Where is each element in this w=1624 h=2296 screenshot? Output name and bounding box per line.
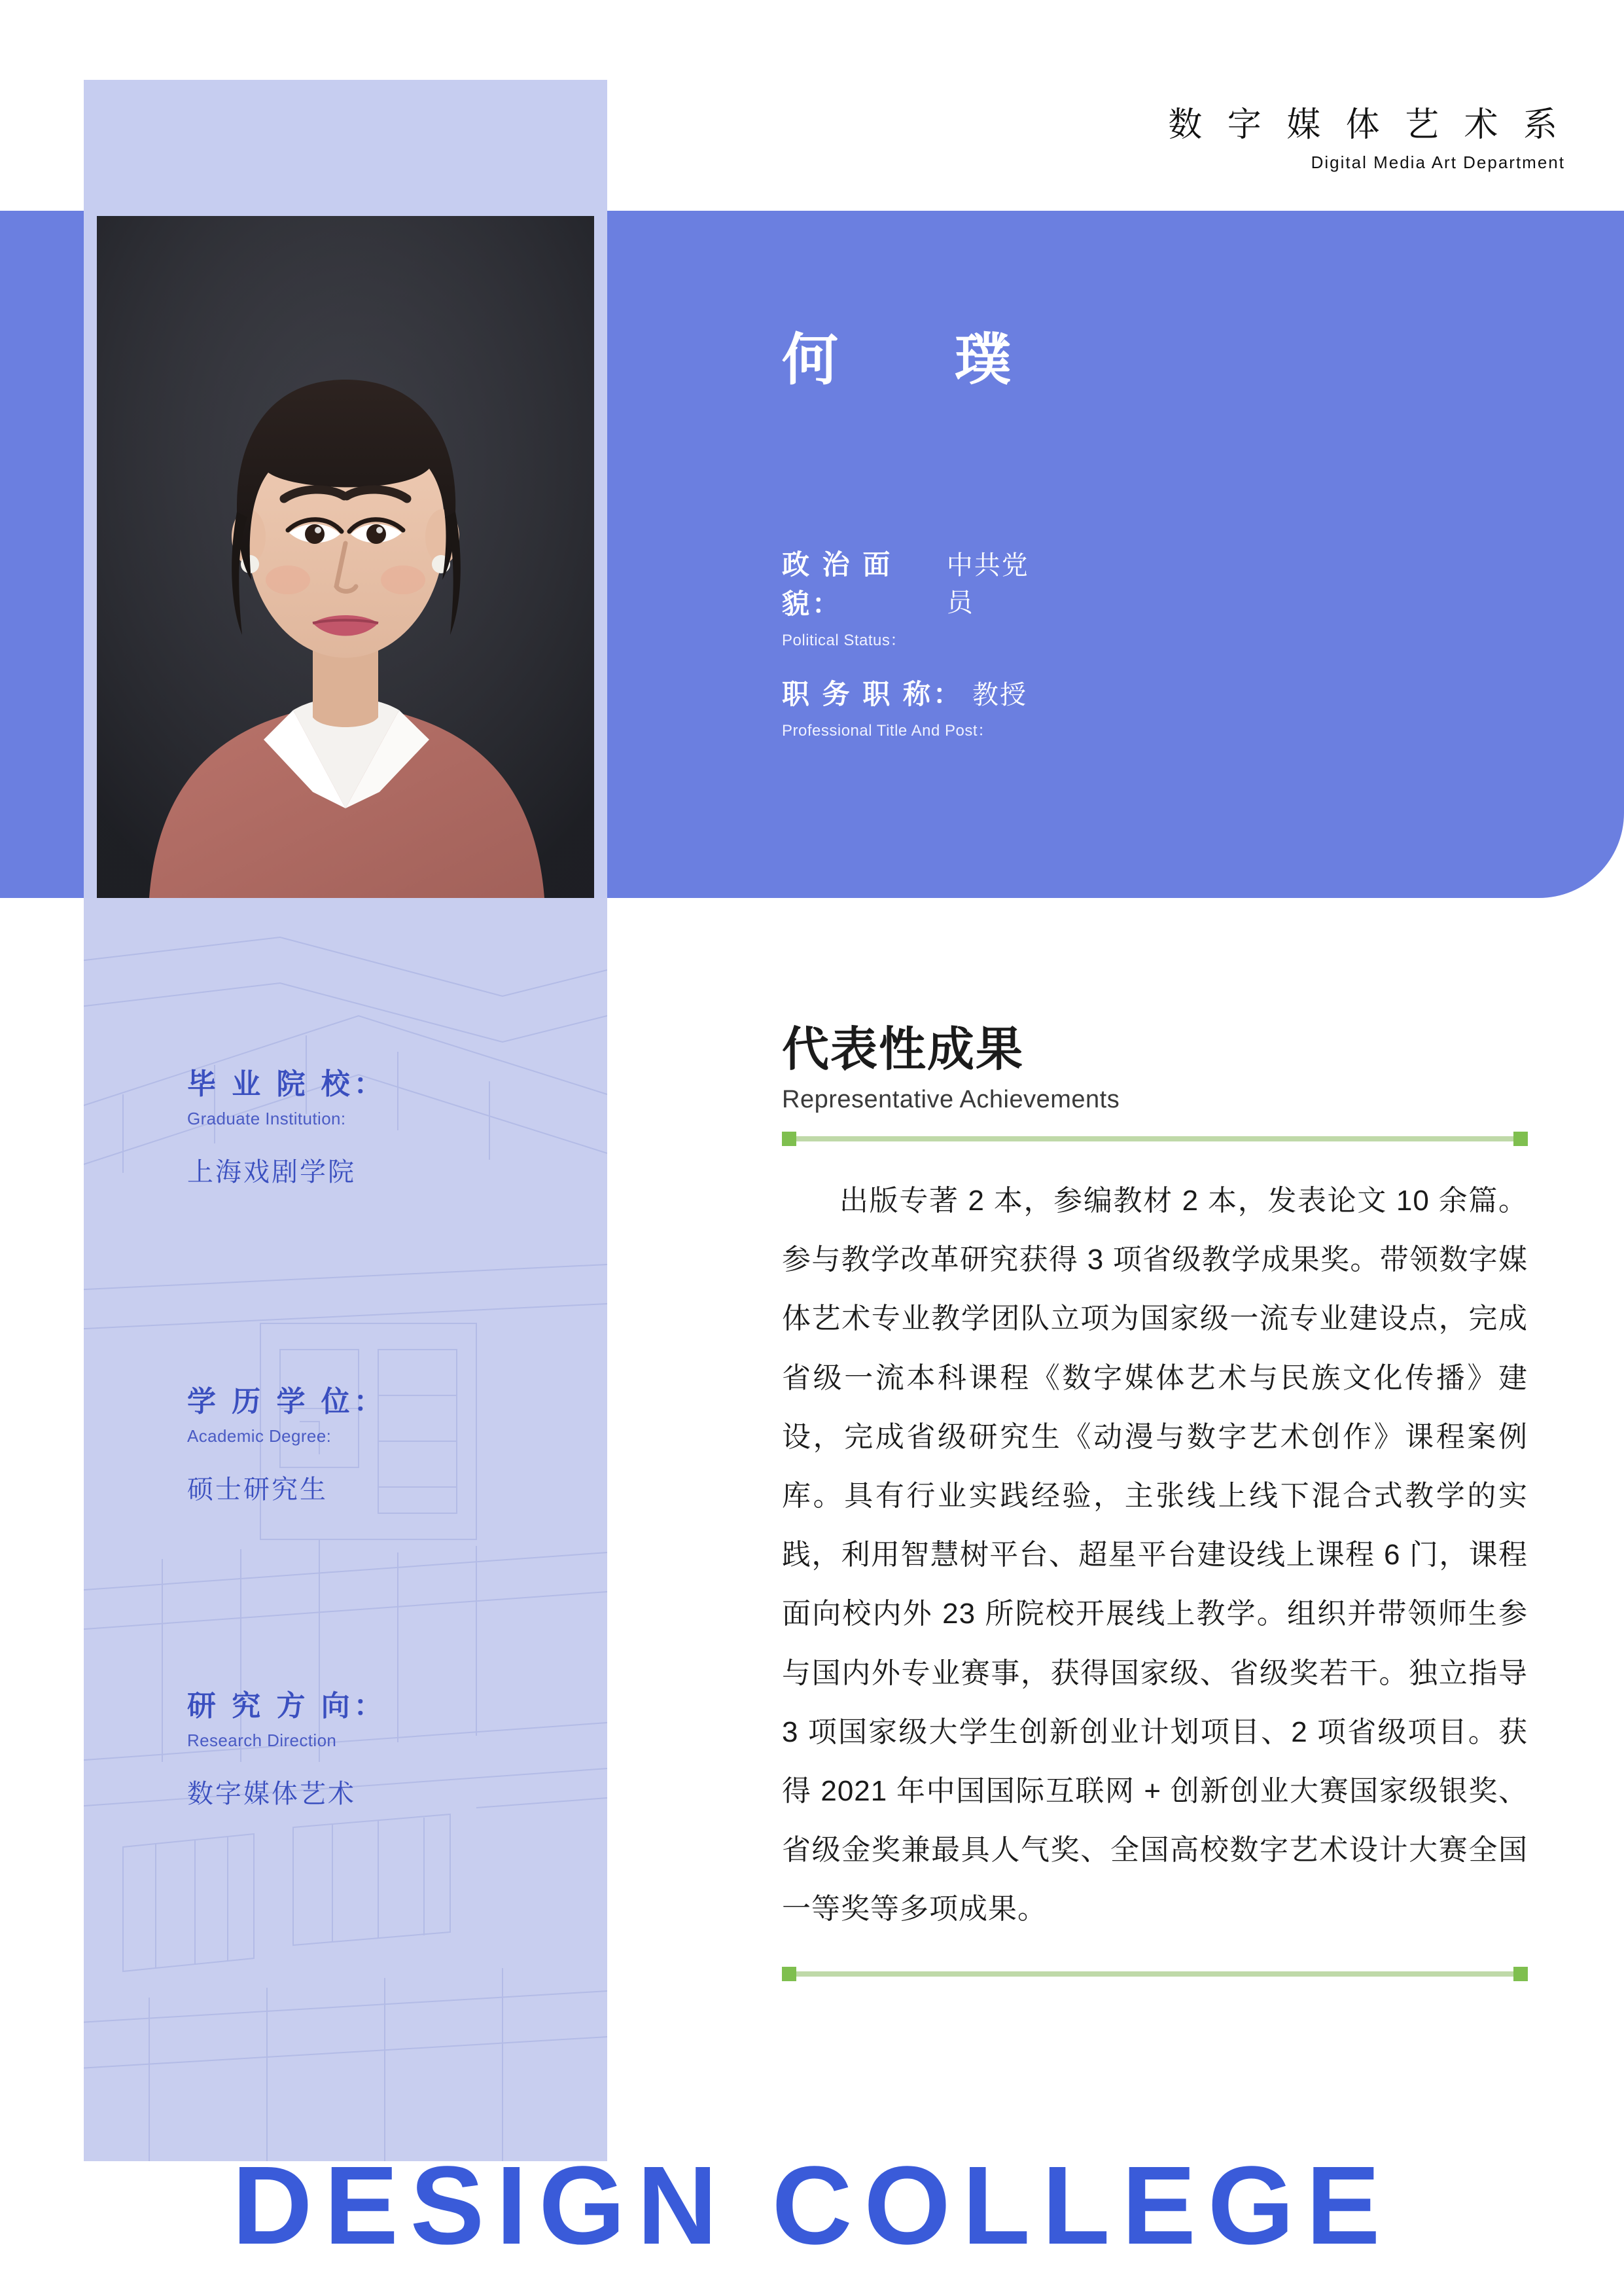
department-name-cn: 数 字 媒 体 艺 术 系 — [1168, 106, 1565, 144]
portrait-photo — [97, 216, 594, 898]
divider-top — [782, 1136, 1528, 1141]
academic-degree-label-cn: 学 历 学 位： — [187, 1386, 387, 1418]
academic-degree-value: 硕士研究生 — [187, 1475, 328, 1504]
graduate-institution-label-cn: 毕 业 院 校： — [187, 1068, 387, 1100]
political-status-label-en: Political Status： — [782, 632, 906, 649]
info-block-research-direction — [187, 1682, 387, 1810]
hero-text-group — [782, 314, 1041, 740]
academic-degree-label-en: Academic Degree: — [187, 1426, 332, 1446]
divider-bottom — [782, 1971, 1528, 1977]
research-direction-value: 数字媒体艺术 — [187, 1780, 356, 1808]
department-name-en: Digital Media Art Department — [1311, 152, 1565, 172]
political-status-label-cn: 政 治 面 貌： — [782, 549, 893, 619]
achievements-body: 出版专著 2 本，参编教材 2 本，发表论文 10 余篇。参与教学改革研究获得 3 项省级教学成果奖。带领数字媒体艺术专业教学团队立项为国家级一流专业建设点，完成省级一流本科课程《数字媒体艺术与民族文化传播》建设，完成省级研究生《动漫与数字艺术创作》课程案例库。具有行业实践经验，主张线上线下混合式教学的实践，利用智慧树平台、超星平台建设线上课程 6 门，课程面向校内外 23 所院校开展线上教学。组织并带领师生参与国内外专业赛事，获得国家级、省级奖若干。独立指导 3 项国家级大学生创新创业计划项目、2 项省级项目。获得 2021 年中国国际互联网 + 创新创业大赛国家级银奖、省级金奖兼最具人气奖、全国高校数字艺术设计大赛全国一等奖等多项成果。 — [782, 1185, 1528, 1926]
research-direction-label-cn: 研 究 方 向： — [187, 1690, 387, 1722]
research-direction-label-en: Research Direction — [187, 1731, 337, 1750]
footer-wordmark-area — [0, 2132, 1624, 2296]
info-block-graduate-institution — [187, 1060, 387, 1189]
department-title — [1168, 97, 1565, 173]
graduate-institution-label-en: Graduate Institution: — [187, 1109, 346, 1128]
professional-title-field — [782, 673, 1027, 740]
achievements-section — [782, 1011, 1528, 1977]
person-name: 何 璞 — [782, 329, 1041, 391]
achievements-title-en: Representative Achievements — [782, 1086, 1120, 1113]
portrait-illustration — [97, 216, 594, 898]
graduate-institution-value: 上海戏剧学院 — [187, 1158, 356, 1187]
footer-wordmark: DESIGN COLLEGE — [232, 2144, 1392, 2268]
professional-title-label-cn: 职 务 职 称： — [782, 679, 964, 709]
professional-title-label-en: Professional Title And Post： — [782, 722, 994, 740]
political-status-value: 中共党员 — [946, 551, 1029, 617]
info-block-academic-degree — [187, 1378, 387, 1506]
professional-title-value: 教授 — [972, 681, 1028, 709]
achievements-title-cn: 代表性成果 — [782, 1024, 1025, 1076]
political-status-field — [782, 543, 1041, 650]
